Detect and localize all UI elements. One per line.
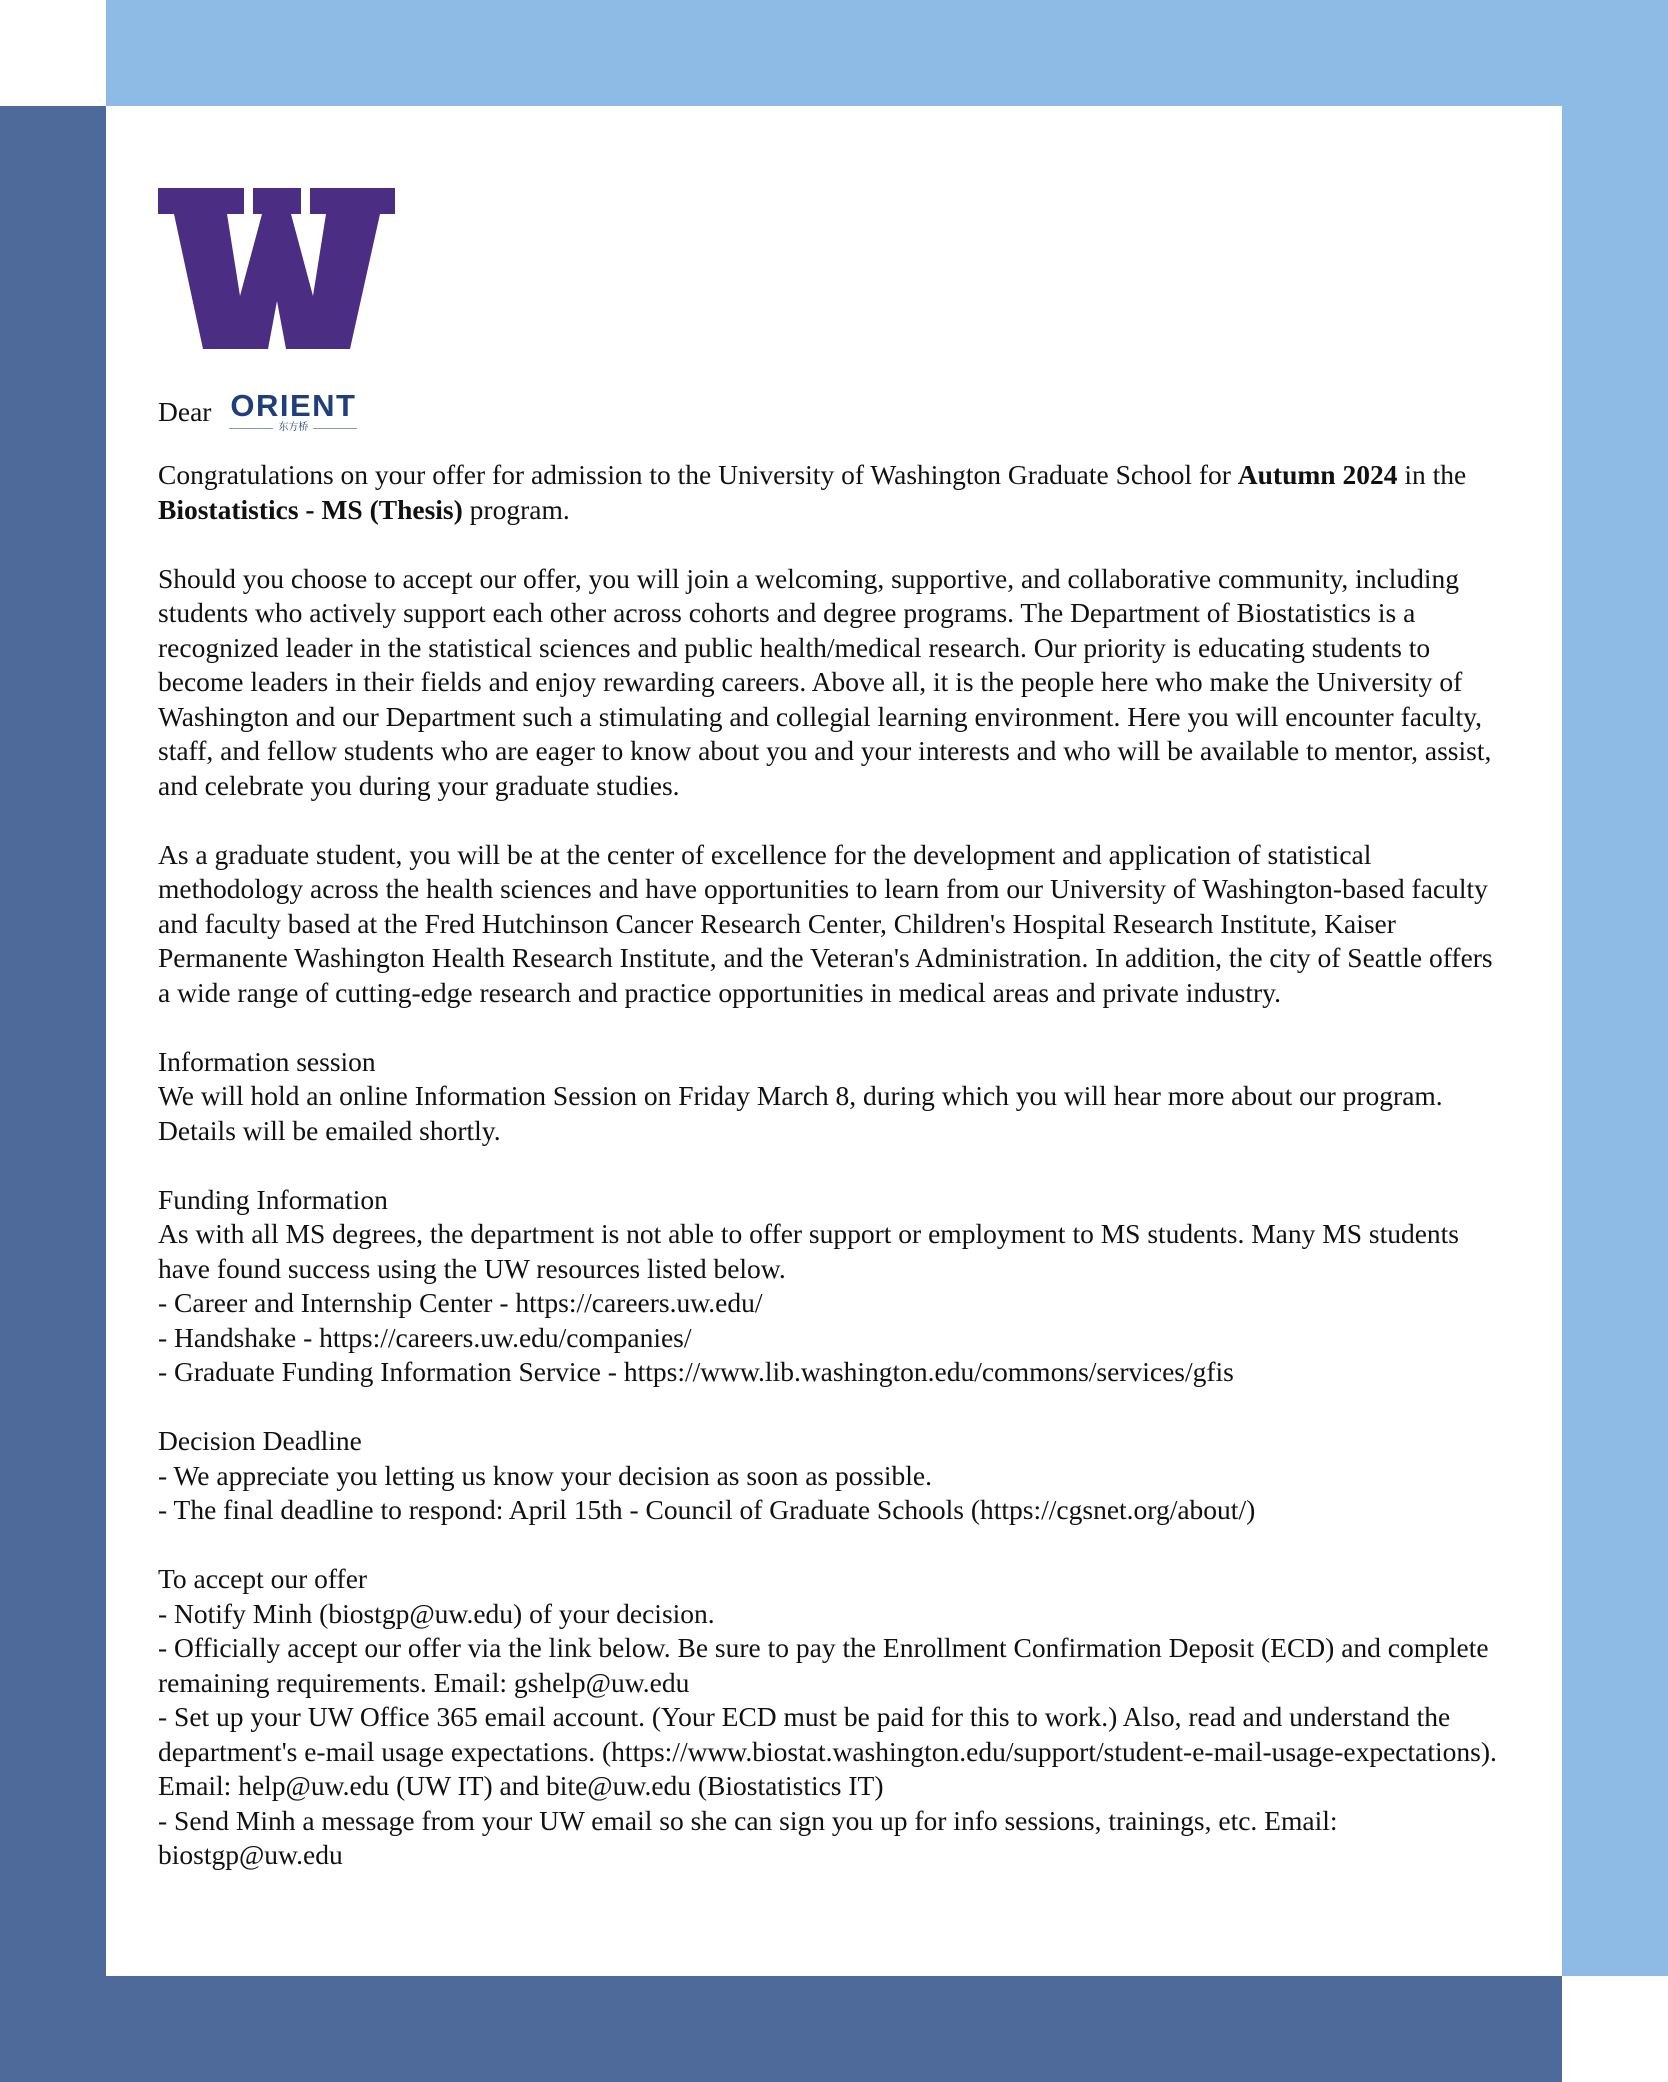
list-item: - We appreciate you letting us know your decision as soon as possible. bbox=[158, 1459, 933, 1491]
list-item: - Career and Internship Center - https://careers.uw.edu/ bbox=[158, 1287, 763, 1318]
uw-w-logo-icon bbox=[158, 188, 395, 355]
orient-wordmark: ORIENT bbox=[230, 388, 357, 423]
letter-body bbox=[158, 388, 1508, 1907]
orient-rule-left bbox=[229, 428, 273, 429]
frame-left-band bbox=[0, 106, 106, 2082]
excellence-paragraph: As a graduate student, you will be at the center of excellence for the development and application of statistical methodology across the health sciences and have opportunities to learn from our University of Washington-based faculty and faculty based at the Fred Hutchinson Cancer Research Center, Children's Hospital Research Institute, Kaiser Permanente Washington Health Research Institute, and the Veteran's Administration. In addition, the city of Seattle offers a wide range of cutting-edge research and practice opportunities in medical areas and private industry. bbox=[158, 838, 1493, 1008]
funding-section bbox=[158, 1183, 1508, 1390]
salutation: Dear bbox=[158, 395, 212, 427]
list-item: - The final deadline to respond: April 15th - Council of Graduate Schools (https://cgsnet.org/about/) bbox=[158, 1494, 1256, 1525]
frame-right-band bbox=[1562, 0, 1668, 1976]
section-heading: Funding Information bbox=[158, 1183, 388, 1215]
list-item: - Set up your UW Office 365 email account. (Your ECD must be paid for this to work.) Also, read and understand the department's e-mail usage expectations. (https://www.biostat.washington.edu/support/student-e-mail-usage-expectations). Email: help@uw.edu (UW IT) and bite@uw.edu (Biostatistics IT) bbox=[158, 1701, 1497, 1801]
frame-top-band bbox=[106, 0, 1668, 106]
section-body: As with all MS degrees, the department is not able to offer support or employment to MS students. Many MS students have found success using the UW resources listed below. bbox=[158, 1218, 1460, 1284]
admission-term: Autumn 2024 bbox=[1237, 459, 1398, 490]
deadline-section bbox=[158, 1424, 1508, 1528]
list-item: - Send Minh a message from your UW email so she can sign you up for info sessions, trainings, etc. Email: biostgp@uw.edu bbox=[158, 1804, 1338, 1870]
section-heading: Decision Deadline bbox=[158, 1425, 362, 1456]
orient-logo bbox=[229, 390, 357, 434]
orient-chinese-text: 东方桥 bbox=[278, 422, 309, 433]
frame-bottom-band bbox=[0, 1976, 1562, 2082]
salutation-line bbox=[158, 388, 1508, 436]
program-name: Biostatistics - MS (Thesis) bbox=[158, 493, 463, 525]
list-item: - Handshake - https://careers.uw.edu/companies/ bbox=[158, 1321, 692, 1353]
section-heading: Information session bbox=[158, 1045, 376, 1077]
community-paragraph: Should you choose to accept our offer, you will join a welcoming, supportive, and collaborative community, including students who actively support each other across cohorts and degree programs. The Department of Biostatistics is a recognized leader in the statistical sciences and public health/medical research. Our priority is educating students to become leaders in their fields and enjoy rewarding careers. Above all, it is the people here who make the University of Washington and our Department such a stimulating and collegial learning environment. Here you will encounter faculty, staff, and fellow students who are eager to know about you and your interests and who will be available to mentor, assist, and celebrate you during your graduate studies. bbox=[158, 562, 1492, 801]
list-item: - Notify Minh (biostgp@uw.edu) of your decision. bbox=[158, 1597, 715, 1629]
orient-subline bbox=[229, 422, 357, 434]
section-body: We will hold an online Information Session on Friday March 8, during which you will hear more about our program. Details will be emailed shortly. bbox=[158, 1080, 1443, 1146]
list-item: - Officially accept our offer via the link below. Be sure to pay the Enrollment Confirmation Deposit (ECD) and complete remaining requirements. Email: gshelp@uw.edu bbox=[158, 1632, 1489, 1698]
section-heading: To accept our offer bbox=[158, 1563, 368, 1594]
orient-rule-right bbox=[313, 428, 357, 429]
info-session-section bbox=[158, 1045, 1508, 1149]
accept-section bbox=[158, 1562, 1508, 1873]
intro-paragraph: Congratulations on your offer for admission to the University of Washington Graduate School for Autumn 2024 in the Biostatistics - MS (Thesis) program. bbox=[158, 459, 1467, 525]
list-item: - Graduate Funding Information Service - https://www.lib.washington.edu/commons/services/gfis bbox=[158, 1356, 1234, 1387]
